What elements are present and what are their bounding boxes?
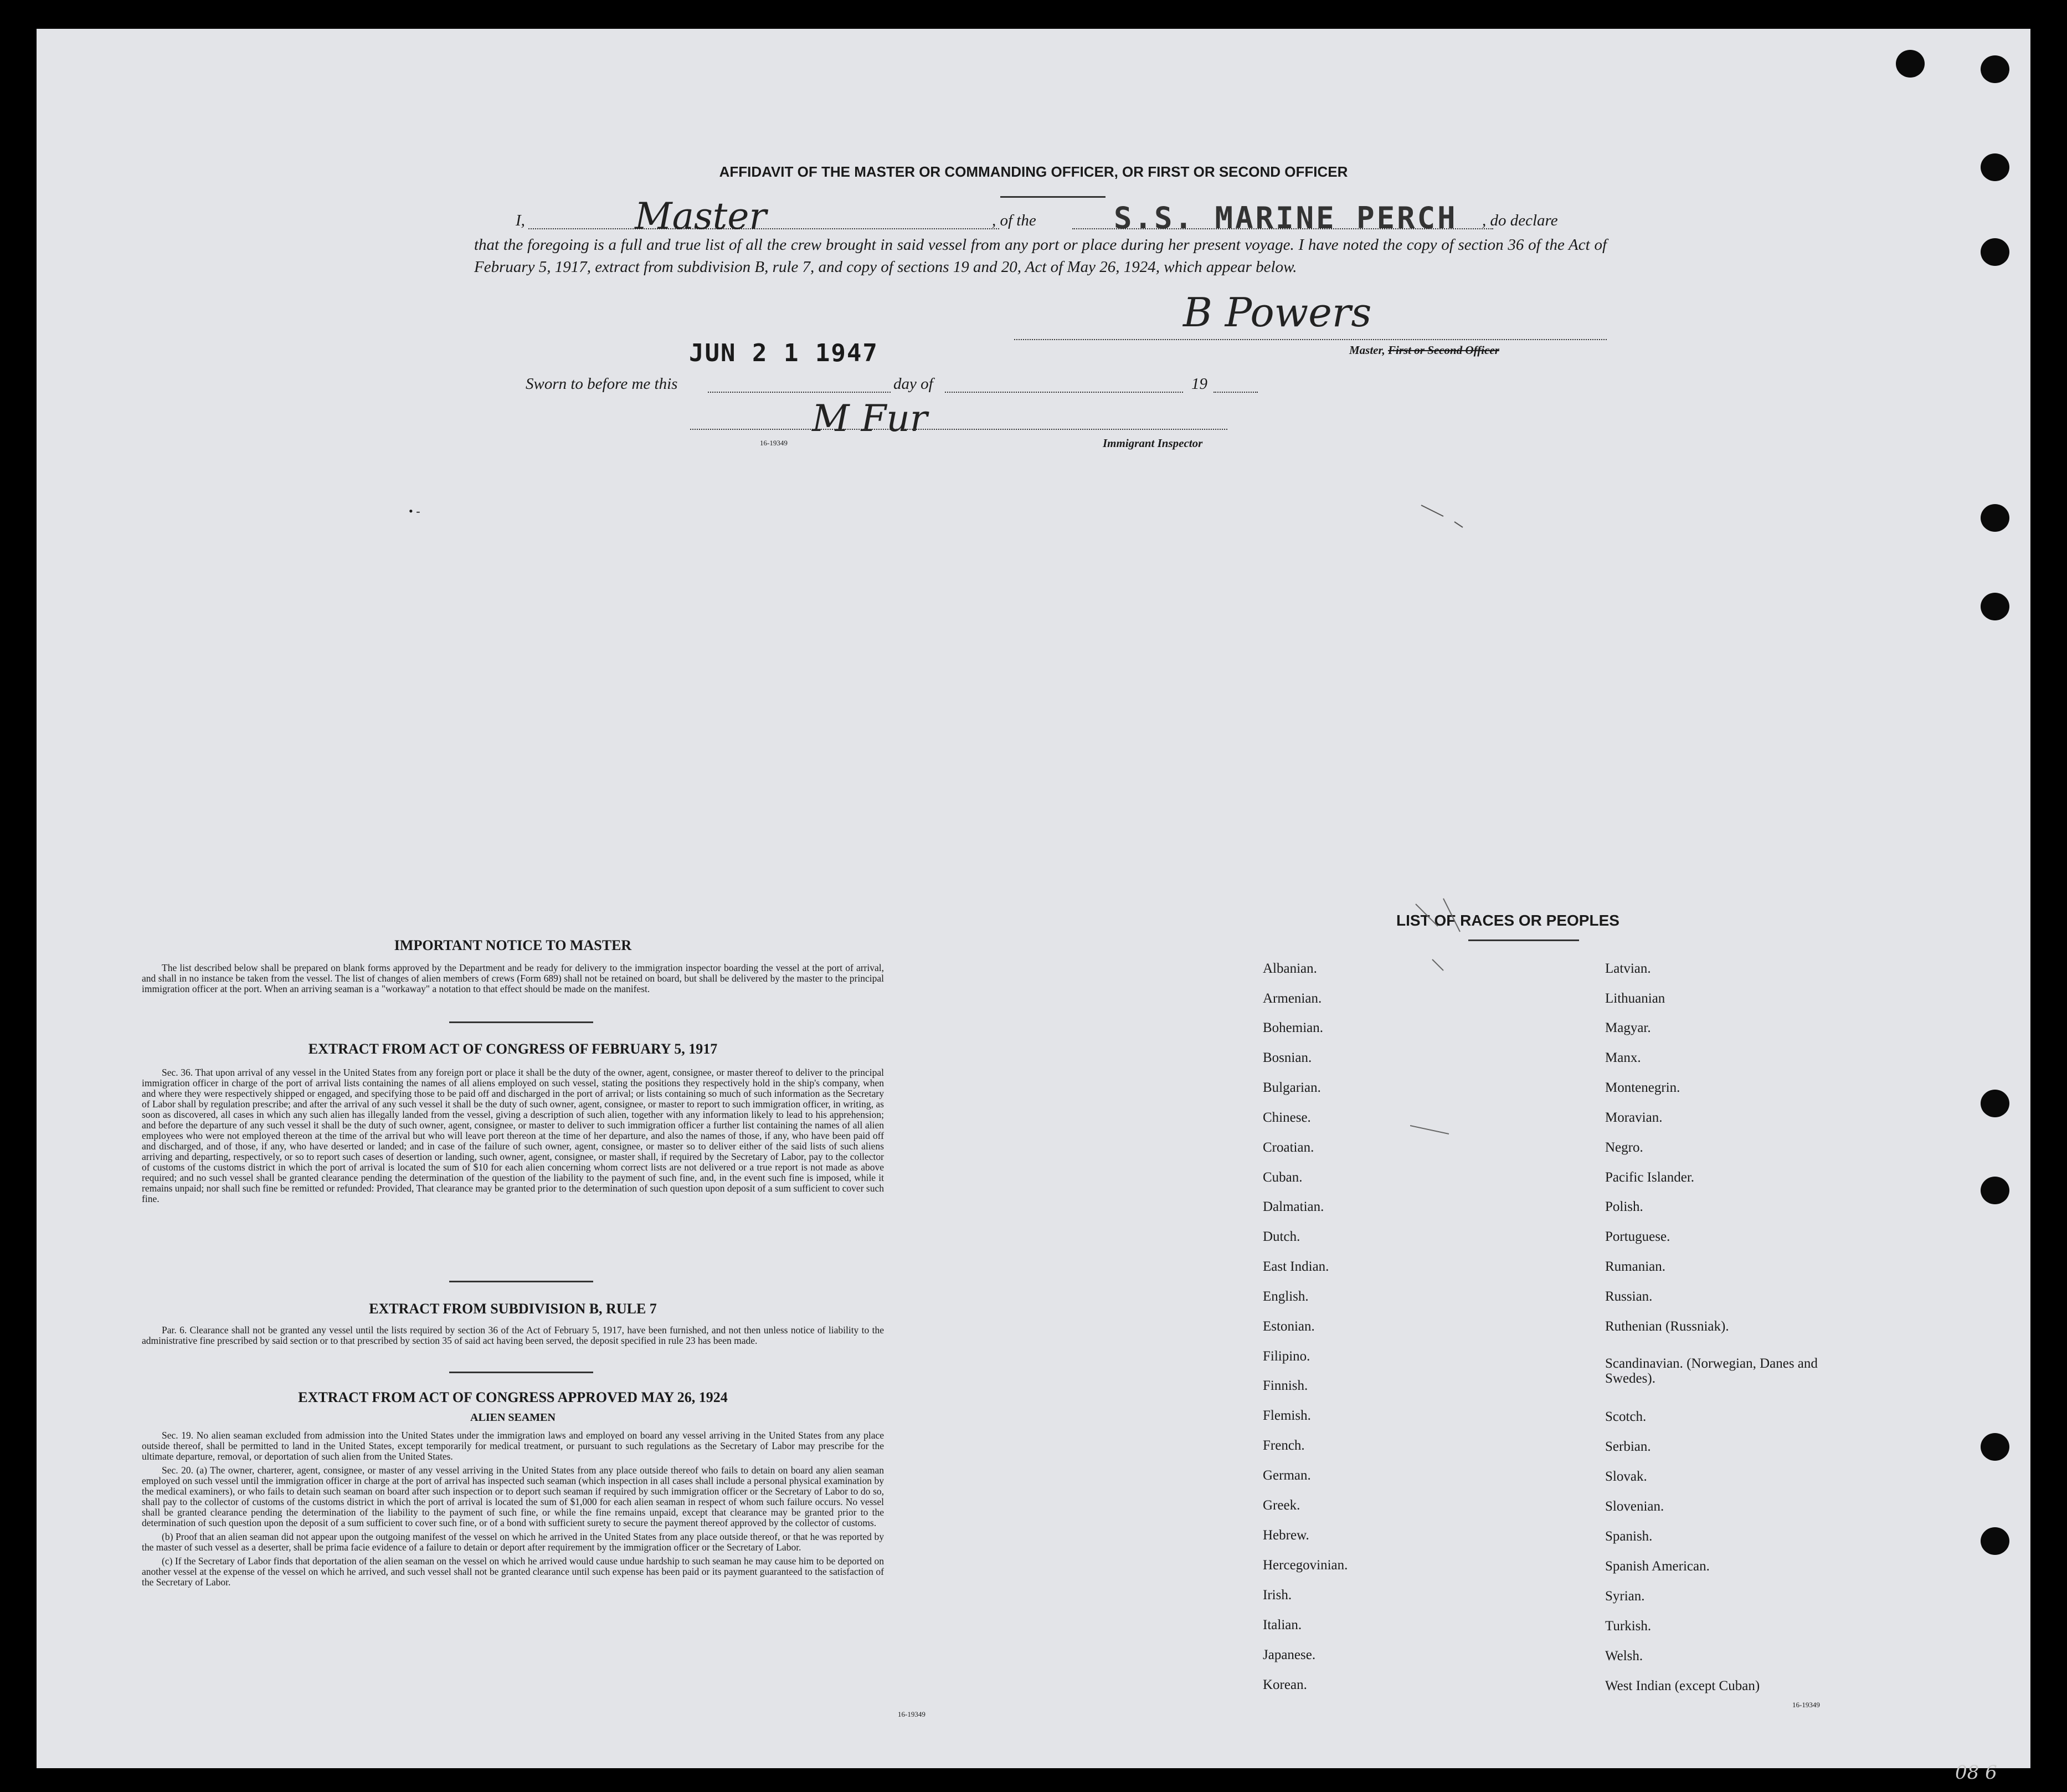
master-label	[1349, 343, 1499, 357]
form-number: 16-19349	[760, 439, 788, 447]
punch-hole	[1896, 50, 1925, 78]
race-item: Hercegovinian.	[1263, 1558, 1348, 1573]
race-item: Estonian.	[1263, 1319, 1315, 1334]
race-item: Latvian.	[1605, 961, 1651, 976]
race-item: Filipino.	[1263, 1349, 1310, 1364]
race-item: Slovenian.	[1605, 1499, 1664, 1514]
race-item: Greek.	[1263, 1498, 1300, 1513]
race-item: Cuban.	[1263, 1170, 1303, 1185]
race-item: West Indian (except Cuban)	[1605, 1678, 1760, 1693]
month-line	[945, 392, 1183, 393]
punch-hole	[1981, 504, 2009, 532]
race-item: Armenian.	[1263, 991, 1322, 1006]
race-item: Japanese.	[1263, 1647, 1316, 1662]
sec-20a-text: Sec. 20. (a) The owner, charterer, agent, consignee, or master of any vessel arriving in the United States from any place outside thereof who fails to detain on board any alien seaman employed on such vessel until the immigration officer in charge at the port of arrival has inspected such seaman (which inspection in all cases shall include a personal physical examination by the medical examiners), or who fails to detain such seaman on board after such inspection or to deport such seaman if required by such immigration officer or the Secretary of Labor to do so, shall pay to the collector of customs of the customs district in which the port of arrival is located the sum of $1,000 for each alien seaman in respect of whom such failure occurs. No vessel shall be granted clearance pending the determination of the liability to the payment of such fine, or while the fine remains unpaid, except that clearance may be granted prior to the determination of such question upon the deposit of a sum sufficient to cover such fine, or of a bond with sufficient surety to secure the payment thereof approved by the collector of customs.	[142, 1465, 884, 1528]
race-item: Manx.	[1605, 1050, 1641, 1065]
race-item: Montenegrin.	[1605, 1080, 1680, 1095]
inspector-signature: M Fur	[812, 397, 928, 440]
races-title: LIST OF RACES OR PEOPLES	[1396, 912, 1619, 929]
race-item: German.	[1263, 1468, 1311, 1483]
race-item: Irish.	[1263, 1588, 1292, 1603]
notice-text: The list described below shall be prepared on blank forms approved by the Department and be ready for delivery to the immigration inspector boarding the vessel at the port of arrival, and shall in no instance be taken from the vessel. The list of changes of alien members of crews (Form 689) shall not be retained on board, but shall be delivered by the master to the principal immigration officer at the port. When an arriving seaman is a "workaway" a notation to that effect should be made on the manifest.	[142, 962, 884, 994]
race-item: Bohemian.	[1263, 1020, 1324, 1035]
act-1917-title: EXTRACT FROM ACT OF CONGRESS OF FEBRUARY 5, 1917	[308, 1041, 718, 1057]
date-stamp: JUN 2 1 1947	[689, 339, 878, 367]
race-item: Korean.	[1263, 1677, 1307, 1692]
rule7-text: Par. 6. Clearance shall not be granted any vessel until the lists required by section 36 of the Act of February 5, 1917, have been furnished, and not then unless notice of liability to the administrative fine prescribed by said section or to that prescribed by section 35 of said act having been served, the deposit specified in rule 23 has been made.	[142, 1324, 884, 1346]
race-item: Chinese.	[1263, 1110, 1311, 1125]
race-item: Spanish.	[1605, 1529, 1653, 1544]
document-page	[37, 29, 2030, 1768]
punch-hole	[1981, 238, 2009, 266]
divider	[449, 1021, 593, 1023]
race-item: Syrian.	[1605, 1589, 1645, 1604]
race-item: Lithuanian	[1605, 991, 1665, 1006]
vessel-name-stamp: S.S. MARINE PERCH	[1114, 201, 1458, 235]
of-the-label: , of the	[992, 212, 1036, 229]
race-item: East Indian.	[1263, 1259, 1329, 1274]
race-item: Portuguese.	[1605, 1229, 1670, 1244]
punch-hole	[1981, 1177, 2009, 1204]
act-1924-title: EXTRACT FROM ACT OF CONGRESS APPROVED MAY 26, 1924	[298, 1389, 728, 1405]
signature-line	[1014, 339, 1607, 340]
race-item: Hebrew.	[1263, 1528, 1309, 1543]
race-item: Ruthenian (Russniak).	[1605, 1319, 1729, 1334]
punch-hole	[1981, 1433, 2009, 1461]
race-item: Bosnian.	[1263, 1050, 1312, 1065]
divider	[1000, 196, 1106, 198]
race-item: Turkish.	[1605, 1619, 1652, 1634]
race-item: Scotch.	[1605, 1409, 1647, 1424]
divider	[449, 1372, 593, 1373]
officer-signature: B Powers	[1183, 289, 1372, 336]
sec-20b-text: (b) Proof that an alien seaman did not appear upon the outgoing manifest of the vessel on which he arrived in the United States from any place outside thereof, or that he was reported by the master of such vessel as a deserter, shall be prima facie evidence of a failure to detain or deport after requirement by the immigration officer or the Secretary of Labor.	[142, 1531, 884, 1553]
race-item: Dutch.	[1263, 1229, 1300, 1244]
race-item: Rumanian.	[1605, 1259, 1666, 1274]
race-item: Bulgarian.	[1263, 1080, 1321, 1095]
race-item: Polish.	[1605, 1199, 1643, 1214]
race-item: Finnish.	[1263, 1378, 1308, 1393]
year-line	[1214, 392, 1258, 393]
race-item: Flemish.	[1263, 1408, 1311, 1423]
race-item: Moravian.	[1605, 1110, 1663, 1125]
master-label-text: Master,	[1349, 343, 1385, 357]
punch-hole	[1981, 55, 2009, 83]
do-declare-label: , do declare	[1482, 212, 1558, 229]
divider	[449, 1281, 593, 1282]
sworn-label: Sworn to before me this	[526, 375, 678, 393]
race-item: Italian.	[1263, 1618, 1302, 1632]
act-1924-body	[142, 1430, 884, 1588]
race-item: Serbian.	[1605, 1439, 1651, 1454]
race-item: Slovak.	[1605, 1469, 1647, 1484]
sec-19-text: Sec. 19. No alien seaman excluded from admission into the United States under the immigration laws and employed on board any vessel arriving in the United States from any place outside thereof, shall be permitted to land in the United States, except temporarily for medical treatment, or pursuant to such regulations as the Secretary of Labor may prescribe for the ultimate departure, removal, or deportation of such alien from the United States.	[142, 1430, 884, 1462]
alien-seamen-subtitle: ALIEN SEAMEN	[470, 1411, 556, 1424]
sec-20c-text: (c) If the Secretary of Labor finds that deportation of the alien seaman on the vessel on which he arrived would cause undue hardship to such seaman he may cause him to be deported on another vessel at the expense of the vessel on which he arrived, and such vessel shall not be granted clearance until such expense has been paid or its payment guaranteed to the satisfaction of the Secretary of Labor.	[142, 1555, 884, 1588]
race-item: Pacific Islander.	[1605, 1170, 1695, 1185]
margin-note: 08 6	[1955, 1762, 1997, 1784]
affidavit-title: AFFIDAVIT OF THE MASTER OR COMMANDING OFFICER, OR FIRST OR SECOND OFFICER	[719, 163, 1348, 180]
struck-officer-label: First or Second Officer	[1388, 343, 1499, 357]
punch-hole	[1981, 1527, 2009, 1555]
race-item: Russian.	[1605, 1289, 1653, 1304]
affidavit-body: that the foregoing is a full and true list of all the crew brought in said vessel from any port or place during her present voyage. I have noted the copy of section 36 of the Act of February 5, 1917, extract from subdivision B, rule 7, and copy of sections 19 and 20, Act of May 26, 1924, which appear below.	[474, 236, 1607, 276]
act-1917-text: Sec. 36. That upon arrival of any vessel in the United States from any foreign port or place it shall be the duty of the owner, agent, consignee, or master thereof to deliver to the principal immigration officer in charge of the port of arrival lists containing the names of all aliens employed on such vessel, stating the positions they respectively hold in the ship's company, when and where they were respectively shipped or engaged, and specifying those to be paid off and discharged in the port of arrival; or lists containing so much of such information as the Secretary of Labor shall by regulation prescribe; and after the arrival of any such vessel it shall be the duty of such owner, agent, consignee, or master to report to such immigration officer, in writing, as soon as discovered, all cases in which any such alien has illegally landed from the vessel, giving a description of such alien, together with any information likely to lead to his apprehension; and before the departure of any such vessel it shall be the duty of such owner, agent, consignee, or master to deliver to such immigration officer a further list containing the names of all alien employees who were not employed thereon at the time of the arrival but who will leave port thereon at the time of her departure, and also the names of those, if any, who have been paid off and discharged, and of those, if any, who have deserted or landed; and in case of the failure of such owner, agent, consignee, or master so to deliver either of the said lists of such aliens arriving and departing, respectively, or so to report such cases of desertion or landing, such owner, agent, consignee, or master shall, if required by the Secretary of Labor, pay to the collector of customs of the customs district in which the port of arrival is located the sum of $10 for each alien concerning whom correct lists are not delivered or a true report is not made as above required; and no such vessel shall be granted clearance pending the determination of the question of the liability to the payment of such fine, and, in the event such fine is imposed, while it remains unpaid; nor shall such fine be remitted or refunded: Provided, That clearance may be granted prior to the determination of such question upon deposit of a sum sufficient to cover such fine.	[142, 1067, 884, 1204]
race-item: Albanian.	[1263, 961, 1317, 976]
race-item: French.	[1263, 1438, 1305, 1453]
race-item: Magyar.	[1605, 1020, 1651, 1035]
race-item: Dalmatian.	[1263, 1199, 1324, 1214]
pencil-marks	[1410, 472, 1477, 1137]
notice-title: IMPORTANT NOTICE TO MASTER	[394, 937, 632, 953]
i-label: I,	[516, 212, 525, 229]
inspector-label: Immigrant Inspector	[1103, 437, 1203, 450]
day-of-label: day of	[893, 375, 933, 393]
punch-hole	[1981, 1090, 2009, 1117]
race-item: Welsh.	[1605, 1649, 1643, 1663]
punch-hole	[1981, 593, 2009, 620]
divider	[1468, 939, 1579, 941]
stray-marks: • -	[409, 504, 420, 518]
race-item: Scandinavian. (Norwegian, Danes and Swedes).	[1605, 1356, 1818, 1386]
race-item: English.	[1263, 1289, 1309, 1304]
master-name-handwritten: Master	[635, 195, 767, 238]
form-number: 16-19349	[898, 1710, 925, 1718]
race-item: Croatian.	[1263, 1140, 1314, 1155]
inspector-line	[690, 429, 1227, 430]
race-item: Spanish American.	[1605, 1559, 1710, 1574]
form-number: 16-19349	[1792, 1701, 1820, 1709]
rule7-title: EXTRACT FROM SUBDIVISION B, RULE 7	[369, 1301, 657, 1317]
day-line	[708, 392, 891, 393]
race-item: Negro.	[1605, 1140, 1643, 1155]
year-label: 19	[1191, 375, 1207, 393]
